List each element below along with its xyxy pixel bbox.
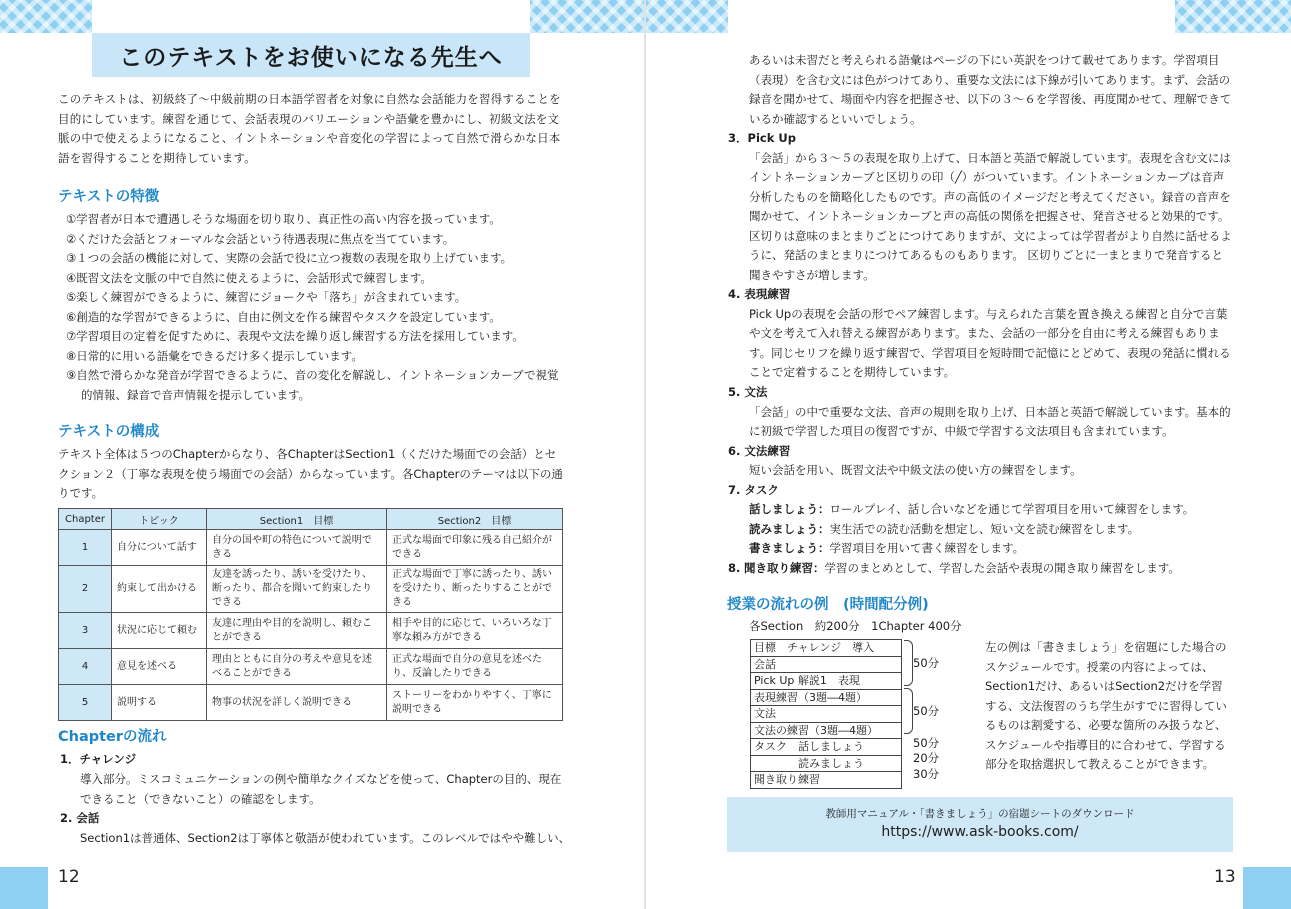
section-label: 表現練習 — [744, 287, 791, 301]
table-row — [59, 613, 563, 649]
note-line: るものは割愛する、必要な箇所のみ扱うなど、 — [985, 718, 1227, 732]
note-line: スケジュールです。授業の内容によっては、 — [985, 659, 1214, 674]
section-number: 5. — [728, 385, 741, 399]
task-text: 実生活での読む活動を想定し、短い文を読む練習をします。 — [829, 521, 1140, 536]
task-label: 話しましょう： — [749, 502, 830, 516]
section-title — [728, 285, 790, 305]
schedule-row: 文法の練習（3題―4題） — [750, 723, 902, 740]
feature-item: ①学習者が日本で遭遇しそうな場面を切り取り、真正性の高い内容を扱っています。 — [66, 212, 501, 226]
column-header: Section2 目標 — [386, 509, 562, 530]
schedule-row: 表現練習（3題―4題） — [750, 690, 902, 707]
flow-item-text: 導入部分。ミスコミュニケーションの例や簡単なクイズなどを使って、Chapterの目的、現在できること（できないこと）の確認をします。 — [80, 772, 562, 806]
page-number: 13 — [1214, 867, 1236, 887]
table-header-row — [59, 509, 563, 530]
column-header: トピック — [112, 509, 207, 530]
download-label: 教師用マニュアル・「書きましょう」の宿題シートのダウンロード — [825, 808, 1135, 820]
flow-item-label: 会話 — [76, 811, 100, 825]
lesson-flow-subheading: 各Section 約200分 1Chapter 400分 — [749, 619, 962, 633]
flow-item-number: 2. — [60, 811, 73, 825]
section-text: Pick Upの表現を会話の形でペア練習します。与えられた言葉を置き換える練習と自分で言葉や文を考えて入れ替える練習があります。また、会話の一部分を自由に考える練習もあります。同じセリフを繰り返す練習で、学習項目を短時間で記憶にとどめて、表現の発話に慣れることで定着することを期待しています。 — [749, 306, 1231, 379]
task-text: 学習項目を用いて書く練習をします。 — [829, 541, 1025, 555]
feature-item: ⑧日常的に用いる語彙をできるだけ多く提示しています。 — [66, 348, 363, 363]
table-cell: 理由とともに自分の考えや意見を述べることができる — [207, 649, 387, 685]
page-number: 12 — [58, 867, 80, 887]
table-cell: 自分について話す — [112, 530, 207, 566]
task-label: 読みましょう： — [749, 521, 830, 536]
section-number: 8. — [728, 560, 741, 575]
continued-paragraph: あるいは未習だと考えられる語彙はページの下にい英訳をつけて載せてあります。学習項目（表現）を含む文には色がつけてあり、重要な文法には下線が引いてあります。まず、会話の録音を聞かせて、場面や内容を把握させ、以下の３〜６を学習後、再度聞かせて、理解できているか確認するといいでしょう。 — [749, 53, 1232, 126]
table-cell: 4 — [59, 649, 112, 685]
table-cell: 正式な場面で丁寧に誘ったり、誘いを受けたり、断ったりすることができる — [386, 566, 562, 613]
table-row — [59, 649, 563, 685]
section-label: 文法 — [744, 385, 768, 399]
checkered-banner — [1175, 0, 1291, 33]
flow-item-label: チャレンジ — [79, 752, 137, 766]
schedule-row: 会話 — [750, 657, 902, 674]
table-cell: 約束して出かける — [112, 566, 207, 613]
section-label: 聞き取り練習： — [744, 560, 825, 575]
page-tab — [0, 867, 48, 909]
structure-heading: テキストの構成 — [58, 424, 160, 440]
section-title — [728, 559, 1180, 579]
section-title — [728, 383, 767, 403]
table-cell: 2 — [59, 566, 112, 613]
duration-label: 50分 — [913, 656, 940, 670]
duration-label: 50分 — [913, 704, 940, 718]
section-text: 「会話」から３〜５の表現を取り上げて、日本語と英語で解説しています。表現を含む文にはイントネーションカーブと区切りの印（╱）がついています。イントネーションカーブは音声分析したものを簡略化したものです。声の高低のイメージだと考えてください。録音の音声を聞かせて、イントネーションカーブと声の高低の関係を把握させ、発音させると効果的です。区切りは意味のまとまりごとにつけてありますが、文によっては学習者がより自然に話せるように、発話のまとまりにつけてあるものもあります。 区切りごとに一まとまりで発音すると聞きやすさが増します。 — [749, 150, 1232, 282]
flow-item-title — [60, 809, 99, 829]
flow-item-number: 1． — [60, 752, 80, 766]
table-cell: 状況に応じて頼む — [112, 613, 207, 649]
page-tab — [1243, 867, 1291, 909]
section-number: 6. — [728, 443, 741, 458]
schedule-row: 読みましょう — [750, 756, 902, 773]
table-cell: 友達に理由や目的を説明し、頼むことができる — [207, 613, 387, 649]
task-text: ロールプレイ、話し合いなどを通じて学習項目を用いて練習をします。 — [829, 502, 1195, 516]
section-number: 3． — [728, 131, 748, 145]
checkered-banner — [646, 0, 728, 33]
section-title — [728, 442, 790, 462]
table-row — [59, 530, 563, 566]
table-cell: 友達を誘ったり、誘いを受けたり、断ったり、都合を聞いて約束したりできる — [207, 566, 387, 613]
table-cell: 5 — [59, 685, 112, 721]
column-header: Chapter — [59, 509, 112, 530]
task-item — [749, 539, 1024, 559]
table-cell: 相手や目的に応じて、いろいろな丁寧な頼み方ができる — [386, 613, 562, 649]
feature-item: ⑤楽しく練習ができるように、練習にジョークや「落ち」が含まれています。 — [66, 290, 467, 304]
page-title: このテキストをお使いになる先生へ — [92, 33, 530, 77]
table-cell: 正式な場面で自分の意見を述べたり、反論したりできる — [386, 649, 562, 685]
feature-item: ⑨自然で滑らかな発音が学習できるように、音の変化を解説し、イントネーションカーブで視覚 — [66, 368, 559, 382]
schedule-row: 文法 — [750, 706, 902, 723]
schedule-row: タスク 話しましょう — [750, 739, 902, 756]
table-row — [59, 685, 563, 721]
section-number: 4. — [728, 287, 741, 301]
checkered-banner — [0, 0, 92, 33]
duration-label: 30分 — [913, 767, 940, 781]
section-label: Pick Up — [747, 131, 796, 145]
lesson-flow-heading: 授業の流れの例 (時間配分例) — [727, 597, 929, 613]
flow-item-text: Section1は普通体、Section2は丁寧体と敬語が使われています。このレベルではやや難しい、 — [80, 831, 571, 845]
feature-item: 的情報、録音で音声情報を提示しています。 — [81, 387, 311, 402]
section-number: 7. — [728, 482, 741, 497]
note-line: する、文法復習のうち学生がすでに習得してい — [985, 698, 1227, 713]
structure-paragraph: テキスト全体は５つのChapterからなり、各ChapterはSection1（くだけた場面での会話）とセクション２（丁寧な表現を使う場面での会話）からなっています。各Chapterのテーマは以下の通りです。 — [58, 447, 563, 500]
feature-item: ⑥創造的な学習ができるように、自由に例文を作る練習やタスクを設定しています。 — [66, 309, 501, 324]
schedule-note — [985, 638, 1233, 775]
section-title — [728, 481, 779, 501]
table-cell: 物事の状況を詳しく説明できる — [207, 685, 387, 721]
schedule-table — [750, 639, 902, 789]
table-row — [59, 566, 563, 613]
section-text: 短い会話を用い、既習文法や中級文法の使い方の練習をします。 — [749, 463, 1082, 477]
section-title — [728, 129, 796, 149]
intro-paragraph: このテキストは、初級終了〜中級前期の日本語学習者を対象に自然な会話能力を習得することを目的にしています。練習を通じて、会話表現のバリエーションや語彙を豊かにし、初級文法を文脈の中で使えるようになること、イントネーションや音変化の学習によって自然で滑らかな日本語を習得することを期待しています。 — [58, 92, 561, 165]
download-url-link[interactable]: https://www.ask-books.com/ — [881, 824, 1079, 840]
download-box — [727, 797, 1233, 852]
table-cell: 意見を述べる — [112, 649, 207, 685]
schedule-row: 聞き取り練習 — [750, 772, 902, 789]
feature-item: ②くだけた会話とフォーマルな会話という待遇表現に焦点を当てています。 — [66, 231, 455, 246]
duration-label: 20分 — [913, 751, 940, 765]
feature-item: ④既習文法を文脈の中で自然に使えるように、会話形式で練習します。 — [66, 270, 432, 285]
chapter-table — [58, 508, 563, 721]
schedule-row: 目標 チャレンジ 導入 — [750, 639, 902, 657]
schedule-row: Pick Up 解説1 表現 — [750, 673, 902, 690]
feature-item: ⑦学習項目の定着を促すために、表現や文法を繰り返し練習する方法を採用しています。 — [66, 329, 524, 343]
checkered-banner — [530, 0, 645, 33]
section-text: 学習のまとめとして、学習した会話や表現の聞き取り練習をします。 — [824, 560, 1180, 575]
brace — [904, 688, 913, 734]
feature-item: ③１つの会話の機能に対して、実際の会話で役に立つ複数の表現を取り上げています。 — [66, 251, 513, 265]
table-cell: 説明する — [112, 685, 207, 721]
table-cell: 自分の国や町の特色について説明できる — [207, 530, 387, 566]
note-line: 部分を取捨選択して教えることができます。 — [985, 757, 1215, 771]
note-line: スケジュールや指導目的に合わせて、学習する — [985, 737, 1226, 752]
note-line: 左の例は「書きましょう」を宿題にした場合の — [985, 640, 1227, 654]
flow-item-title — [60, 750, 136, 770]
duration-label: 50分 — [913, 736, 940, 750]
section-label: 文法練習 — [744, 443, 791, 458]
chapter-flow-heading: Chapterの流れ — [58, 729, 167, 745]
task-item — [749, 500, 1194, 520]
column-header: Section1 目標 — [207, 509, 387, 530]
features-heading: テキストの特徴 — [58, 189, 160, 205]
table-cell: 3 — [59, 613, 112, 649]
task-label: 書きましょう： — [749, 541, 830, 555]
note-line: Section1だけ、あるいはSection2だけを学習 — [985, 679, 1223, 693]
section-text: 「会話」の中で重要な文法、音声の規則を取り上げ、日本語と英語で解説しています。基本的に初級で学習した項目の復習ですが、中級で学習する文法項目も含まれています。 — [749, 404, 1231, 438]
brace — [904, 640, 913, 686]
table-cell: 1 — [59, 530, 112, 566]
table-cell: ストーリーをわかりやすく、丁寧に説明できる — [386, 685, 562, 721]
task-item — [749, 520, 1139, 540]
section-label: タスク — [744, 482, 779, 497]
left-page — [0, 0, 645, 909]
table-cell: 正式な場面で印象に残る自己紹介ができる — [386, 530, 562, 566]
